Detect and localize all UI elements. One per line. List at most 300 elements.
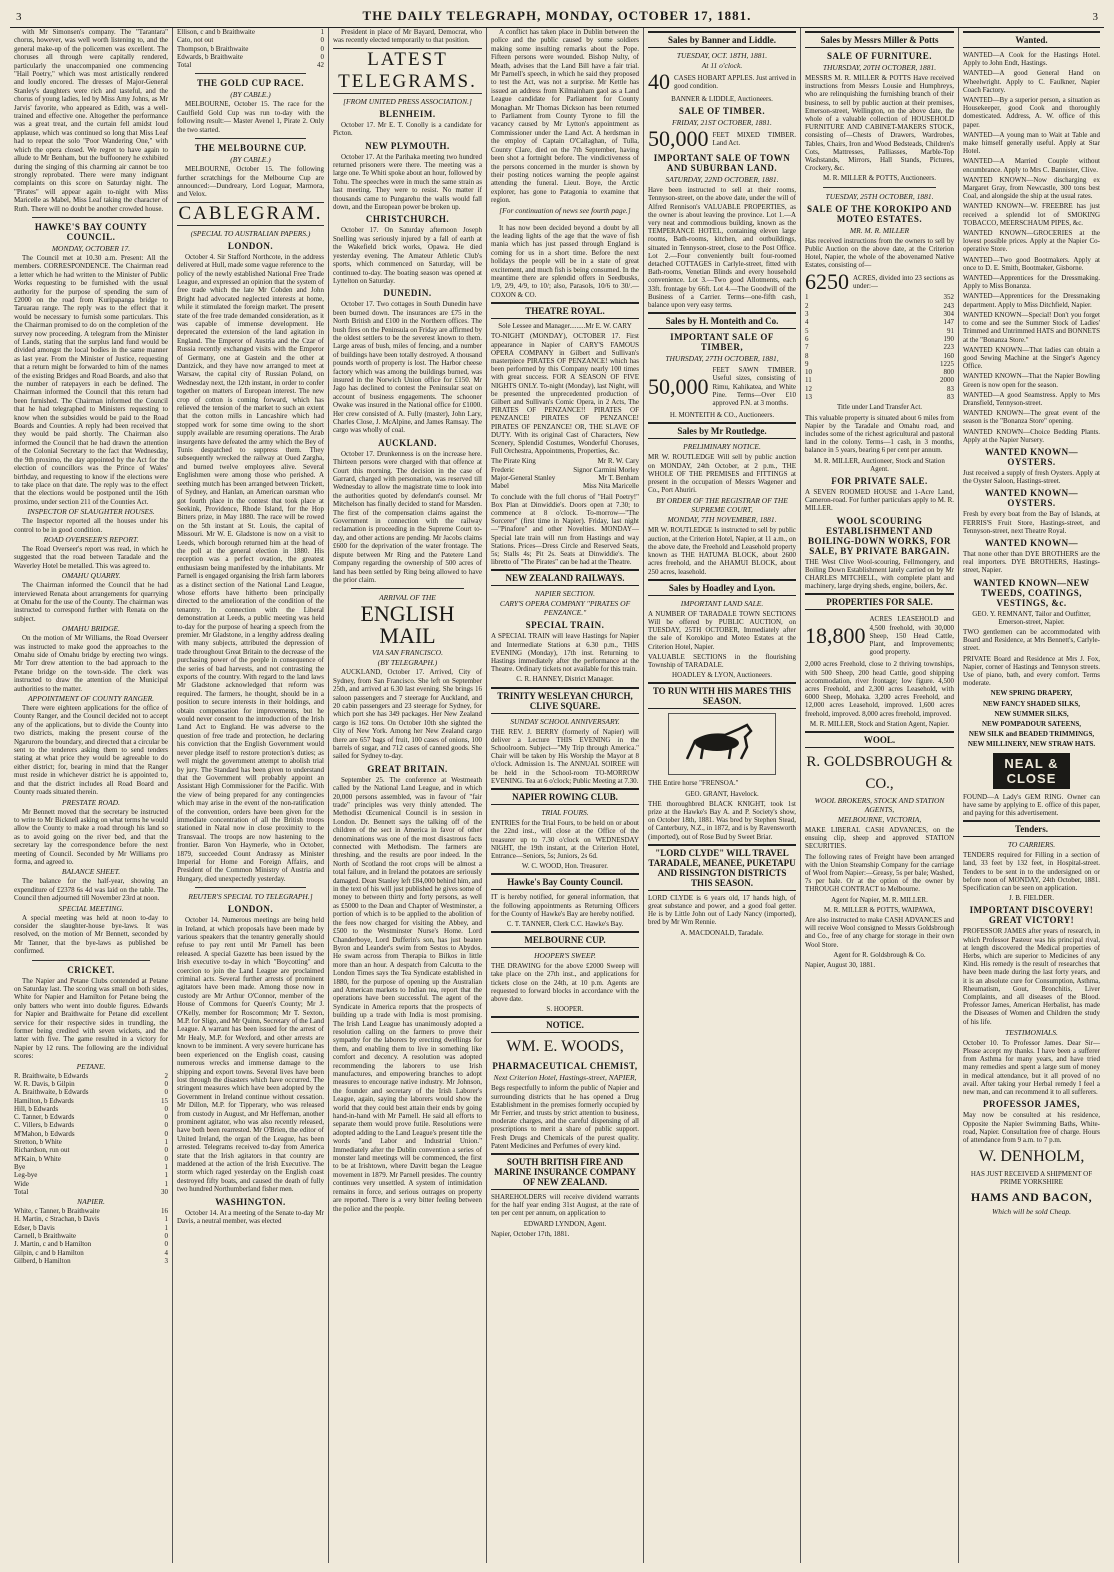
score-row [805, 318, 954, 326]
wanted-list [963, 51, 1100, 444]
petane-scores [14, 1072, 168, 1196]
railways-sub: NAPIER SECTION. [535, 589, 595, 599]
banner-liddle-sign: BANNER & LIDDLE, Auctioneers. [671, 95, 773, 103]
telegram-place: DUNEDIN. [383, 288, 432, 299]
routledge-heading: Sales by Mr Routledge. [648, 422, 796, 439]
goldsbrough-agent-2: Agent for R. Goldsbrough & Co. [833, 950, 926, 959]
score-name: 4 [805, 318, 809, 327]
score-value: 0 [164, 1232, 168, 1240]
goldsbrough-address: MELBOURNE, VICTORIA, [837, 815, 922, 824]
ireland-news: A conflict has taken place in Dublin between the police and the public caused by some soldiers making some insulting remarks about the Pope. Fifteen persons were wounded. Bishop Nulty, of Meath, advises that the Land Bill have a fair trial. Mr Parnell's speech, in which he said they proposed to test the Act, was not a surprise. Mr Kettle has issued an address from Kilmainham gaol as a Land League candidate for Parliament for County Monaghan. Mr Thomas Dickson has been returned to Parliament from County Tyrone to fill the vacancy caused by Mr Lytton's appointment as Commissioner under the Land Act. A herdsman in the employ of Captain O'Callaghan, of Tulla, County Clare, died on the 7th September, having been shot a fortnight before. The vindictiveness of the persons concerned in the murder is shown by their posting notices warning the people against attending the funeral. Lieut. Boye, the Arctic explorer, has gone to Patagonia to examine that region. [491, 28, 639, 205]
score-row [177, 53, 324, 61]
great-britain-heading: GREAT BRITAIN. [367, 763, 448, 774]
column-3 [329, 28, 487, 1563]
monteith-sign: H. MONTEITH & CO., Auctioneers. [669, 411, 775, 420]
professor-heading: PROFESSOR JAMES, [982, 1099, 1080, 1110]
wanted-ad: WANTED—A Married Couple without encumbrance. Apply to Mrs C. Bannister, Clive. [963, 157, 1100, 174]
score-name: C. Tanner, b Edwards [14, 1113, 75, 1122]
drapery-line: NEW SPRING DRAPERY, [990, 689, 1073, 698]
section-heading: APPOINTMENT OF COUNTY RANGER. [27, 694, 155, 704]
sweep-sub: HOOPER'S SWEEP. [534, 951, 596, 961]
score-row [14, 1146, 168, 1154]
melbourne-cup-heading: THE MELBOURNE CUP. [194, 143, 307, 154]
score-name: 12 [805, 384, 812, 393]
woods-title: PHARMACEUTICAL CHEMIST, [492, 1061, 638, 1072]
score-value: 1 [320, 28, 324, 36]
score-name: 13 [805, 393, 812, 402]
sweep-sign: S. HOOPER. [546, 1005, 584, 1014]
section-paragraph: The Inspector reported all the houses under his control to be in good condition. [14, 517, 168, 534]
washington-text: October 14. At a meeting of the Senate to-day Mr Davis, a neutral member, was elected [177, 1208, 324, 1226]
score-name: J. Martin, c and b Hamilton [14, 1240, 92, 1249]
score-value: 2 [164, 1071, 168, 1080]
score-row [14, 1138, 168, 1146]
tenders-sub: TO CARRIERS. [1007, 840, 1056, 850]
theatre-lessee: Sole Lessee and Manager.........Mr E. W. CARY [498, 322, 632, 331]
timber-date: FRIDAY, 21ST OCTOBER, 1881. [672, 118, 772, 128]
special-train-heading: SPECIAL TRAIN. [525, 620, 605, 631]
score-value: 0 [320, 36, 324, 45]
mail-byline: (BY TELEGRAPH.) [377, 658, 438, 668]
score-name: The Pirate King [491, 457, 536, 466]
land-sale-text: Have been instructed to sell at their rooms, Tennyson-street, on the above date, under the will of Alfred Rennison's VALUABLE PROPERTIES, as the owner is about leaving the province. Lot 1.—A very neat and commodious building, known as the TEMPERANCE HOTEL, containing eleven large rooms, Bath-rooms, kitchen, and outbuildings, situated in Tennyson-street, close to the Post Office. Lot 2.—Four conveniently built four-roomed detached COTTAGES in Carlyle-street, fitted with Bath-rooms, Venetian Blinds and every household convenience. Lot 3.—Two good Allotments, each 33ft. frontage by 66ft. Lot 4.—The Goodwill of the Business of a Carrier. Terms—one-fifth cash, balance upon very easy terms. [648, 186, 796, 310]
goldsbrough-text-3: Are also instructed to make CASH ADVANCES and will receive Wool consigned to Messrs Goldsbrough and Co., free of any charge for storage in their own Wool Store. [805, 916, 954, 949]
score-value: 0 [320, 44, 324, 53]
railways-opera: CARY'S OPERA COMPANY "PIRATES OF PENZANCE." [499, 599, 631, 618]
score-name: Richardson, run out [14, 1146, 70, 1155]
score-name: 8 [805, 351, 809, 360]
routledge-order: BY ORDER OF THE REGISTRAR OF THE SUPREME COURT, [656, 496, 788, 515]
score-row [491, 466, 639, 474]
score-value: 0 [164, 1129, 168, 1138]
score-row [14, 1257, 168, 1265]
score-row [14, 1232, 168, 1240]
score-value: 147 [943, 318, 954, 327]
new-tweeds: WANTED KNOWN—NEW TWEEDS, COATINGS, VESTINGS, &c. [973, 577, 1090, 608]
furniture-sign: M. R. MILLER & POTTS, Auctioneers. [823, 174, 936, 183]
wanted-ad: WANTED—Two good Bootmakers. Apply at once to D. E. Smith, Bootmaker, Gisborne. [963, 255, 1100, 272]
wanted-ad: WANTED KNOWN—Special! Don't you forget to come and see the Summer Stock of Ladies' Trimmed and Untrimmed HATS and BONNETS at the "Bonanza Store." [963, 310, 1100, 344]
divider [195, 138, 306, 139]
score-value: 1 [164, 1179, 168, 1188]
goldsbrough-sub: WOOL BROKERS, STOCK AND STATION AGENTS, [814, 796, 945, 814]
cablegram-heading: CABLEGRAM. [178, 202, 323, 224]
cricket-heading: CRICKET. [67, 964, 115, 975]
napier-scores [14, 1207, 168, 1265]
gentlemen-ad: TWO gentlemen can be accommodated with Board and Residence, at Mrs Bennett's, Carlyle-street. [963, 627, 1100, 653]
quantity-50000: 50,000 [648, 126, 709, 152]
wanted-ad: WANTED KNOWN—That the Napier Bowling Green is now open for the season. [963, 372, 1100, 389]
council-sections [14, 507, 168, 955]
score-name: H. Martin, c Strachan, b Davis [14, 1215, 100, 1224]
melbourne-cup-byline: (BY CABLE.) [230, 155, 271, 165]
land-sale-date: SATURDAY, 22ND OCTOBER, 1881. [665, 175, 779, 185]
score-name: Gilpin, c and b Hamilton [14, 1248, 84, 1257]
opera-review: with Mr Simonsen's company. The "Tarantara" chorus, however, was well worth listening to, and the general make-up of the policemen was excellent. The choruses all through were capitally rendered, particularly the unaccompanied one commencing "Hail Poetry," which was most artistically rendered and loudly encored. The dresses of Major-General Stanley's daughters were rich and tasteful, and the chorus of young ladies, led by Miss Amy Johns, as Mr Jarvis' favorite, who appeared as Edith, was a well-trained and effective one. Altogether the performance was a great treat, and the curtain fell amidst loud applause, which was continued so long that Miss Leaf had to repeat the solo "Poor Wandering One," with which the opera closed. We regret to have again to allude to Mr Benham, but the buffoonery he exhibited during the singing of this charming air cannot be too strongly reprobated. There were many indignant complaints on this score on Saturday night. The "Pirates" will appear again to-night with Miss Maricelle as Mabel, Miss Leaf taking the character of Ruth. There will no doubt be another crowded house. [14, 28, 168, 213]
score-row [805, 360, 954, 368]
trinity-heading: TRINITY WESLEYAN CHURCH, CLIVE SQUARE. [491, 687, 639, 714]
telegram-place: NEW PLYMOUTH. [365, 140, 450, 151]
testimonials-heading: TESTIMONIALS. [1005, 1027, 1058, 1037]
hoadley-heading: Sales by Hoadley and Lyon. [648, 579, 796, 596]
properties-sign: M. R. MILLER, Stock and Station Agent, Napier. [809, 719, 950, 728]
drapery-line: NEW POMPADOUR SATEENS, [982, 720, 1081, 728]
woods-name: WM. E. WOODS, [506, 1038, 624, 1056]
tenders-sign: J. B. FIELDER. [1009, 894, 1054, 903]
telegram-paragraph: October 17. At the Parihaka meeting two hundred returned prisoners were there. The meeting was a large one. Te Whiti spoke about an hour, followed by Tohu. The speeches were in much the same strain as last meeting. They were to resist. No matter if thousands came to Pungarehu the walls would fall down, and the European power be broken up. [333, 152, 482, 212]
rowing-heading: NAPIER ROWING CLUB. [491, 788, 639, 805]
timber-text: FEET MIXED TIMBER. Land Act. [712, 131, 796, 148]
score-name: Stretton, b White [14, 1138, 62, 1147]
miller-potts-heading: Sales by Messrs Miller & Potts [805, 31, 954, 48]
testimonial-text: October 10. To Professor James. Dear Sir—Please accept my thanks. I have been a sufferer from Asthma for many years, and have tried many remedies and spent a large sum of money in medical attendance, but it all proved of no avail. After taking your Herbal remedy I feel a new man, and can recommend it to all sufferers. [963, 1038, 1100, 1097]
washington-cont: President in place of Mr Bayard, Democrat, who was recently elected temporarily to that position. [333, 28, 482, 45]
wanted-ad: WANTED KNOWN—Choice Bedding Plants. Apply at the Napier Nursery. [963, 427, 1100, 444]
score-name: Cato, not out [177, 36, 214, 45]
score-row [14, 1113, 168, 1121]
divider [509, 219, 621, 220]
telegram-body [333, 121, 482, 138]
score-name: 10 [805, 368, 812, 377]
wanted-ad: WANTED—A good General Hand on Wheelwright. Apply to C. Faulkner, Napier Coach Factory. [963, 69, 1100, 94]
score-value: 91 [947, 326, 954, 335]
napier-scores-cont [177, 28, 324, 69]
section-text [14, 634, 168, 693]
banner-liddle-heading: Sales by Banner and Liddle. [648, 31, 796, 48]
column-4 [487, 28, 644, 1563]
score-row [805, 302, 954, 310]
column-2 [173, 28, 329, 1563]
clyde-heading: "LORD CLYDE" WILL TRAVEL TARADALE, MEANEE, PUKETAPU AND RISSINGTON DISTRICTS THIS SEASON. [648, 844, 796, 891]
score-name: Total [14, 1187, 29, 1196]
monteith-heading: Sales by H. Monteith and Co. [648, 312, 796, 329]
score-row [805, 393, 954, 401]
score-row [14, 1171, 168, 1179]
clyde-sign: A. MACDONALD, Taradale. [680, 928, 764, 937]
insurance-foot: Napier, October 17th, 1881. [491, 1229, 570, 1238]
score-name: Bye [14, 1162, 26, 1171]
london-heading: LONDON. [227, 240, 274, 251]
section-text [14, 877, 168, 902]
lot-table [805, 293, 954, 401]
run-sign: GEO. GRANT, Havelock. [685, 789, 759, 798]
wool-heading: WOOL. [805, 731, 954, 748]
section-paragraph: The Road Overseer's report was read, in which he suggested that the road between Taradale and the Waverley Hotel be metalled. This was agreed to. [14, 544, 168, 570]
section-text [14, 914, 168, 956]
tuesday-sale-date: TUESDAY, OCT. 18TH, 1881. [676, 51, 768, 60]
section-paragraph: The balance for the half-year, showing an expenditure of £2378 6s 4d was laid on the table. The Council then adjourned till November 23rd at noon. [14, 877, 168, 903]
monteith-quantity: 50,000 [648, 373, 709, 399]
score-value: 352 [943, 293, 954, 302]
score-row [805, 368, 954, 376]
section-text [14, 581, 168, 623]
cast-list [491, 457, 639, 490]
denholm-text: HAS JUST RECEIVED A SHIPMENT OF PRIME YORKSHIRE [970, 1170, 1093, 1187]
drapery-line: NEW FANCY SHADED SILKS, [982, 699, 1081, 708]
score-name: White, c Tanner, b Braithwaite [14, 1207, 100, 1216]
section-text [14, 808, 168, 867]
score-name: A. Braithwaite, b Edwards [14, 1088, 89, 1097]
rowing-sign: W. C. WOOD, Hon. Treasurer. [521, 862, 609, 871]
oysters-text: Just received a supply of fresh Oysters. Apply at the Oyster Saloon, Hastings-street. [963, 468, 1100, 486]
hoadley-valuable: VALUABLE SECTIONS in the flourishing Township of TARADALE. [648, 652, 796, 669]
sweep-text: THE DRAWING for the above £2000 Sweep will take place on the 27th inst., and applications for tickets close on the 24th, at 10 p.m. Agents are requested to forward blocks in accordance with the above date. [491, 962, 639, 1003]
hoadley-sign: HOADLEY & LYON, Auctioneers. [672, 671, 772, 680]
score-row [14, 1105, 168, 1113]
divider [351, 588, 464, 589]
score-value: 30 [161, 1187, 168, 1196]
wanted-b-text: That none other than DYE BROTHERS are the real importers. DYE BROTHERS, Hastings-street, Napier. [963, 549, 1100, 575]
theatre-text: TO-NIGHT (MONDAY), OCTOBER 17. First appearance in Napier of CARY'S FAMOUS OPERA COMPANY in Gilbert and Sullivan's masterpiece PIRATES OF PENZANCE! which has been performed by this Company nearly 100 times with great success. FOR A SEASON OF FIVE NIGHTS ONLY. To-night (Monday), last Night, will be presented the unprecedented production of Gilbert and Sullivan's Comic Opera, in 2 Acts, The PIRATES OF PENZANCE!! PIRATES OF PENZANCE! PIRATES OF PENZANCE! PIRATES OF PENZANCE! OR, THE SLAVE OF DUTY. With its original Cast of Characters, New Scenery, Splendid Costumes, Wonderful Choruses, Full Orchestra, Appointments, Properties, &c. [491, 332, 639, 456]
routledge-sub: PRELIMINARY NOTICE. [683, 442, 761, 452]
korokipo-date: TUESDAY, 25TH OCTOBER, 1881. [825, 191, 934, 201]
score-name: Hill, b Edwards [14, 1104, 59, 1113]
routledge-text: MR W. ROUTLEDGE Will sell by public auction on MONDAY, 24th October, at 2 p.m., THE WHOLE OF THE PREMISES and FITTINGS at present in the occupation of Messrs Wagener and Co., Port Ahuriri. [648, 453, 796, 495]
score-row [177, 45, 324, 53]
score-name: R. Braithwaite, b Edwards [14, 1071, 89, 1080]
monteith-sale: IMPORTANT SALE OF TIMBER, [670, 332, 774, 353]
hams-sub: Which will be sold Cheap. [992, 1206, 1071, 1216]
section-heading: INSPECTOR OF SLAUGHTER HOUSES. [27, 507, 155, 517]
telegram-body [333, 226, 482, 285]
score-name: M'Mahon, b Edwards [14, 1129, 75, 1138]
wool-scouring-text: THE West Clive Wool-scouring, Fellmongery, and Boiling Down Establishment lately carried on by Mr CHARLES MITCHELL, with complete plant and machinery, large drying sheds, engine, boilers, &c. [805, 557, 954, 591]
score-name: Edser, b Davis [14, 1223, 55, 1232]
score-name: Ellison, c and b Braithwaite [177, 28, 255, 36]
cablegram-sub: (SPECIAL TO AUSTRALIAN PAPERS.) [190, 228, 311, 238]
tenders-text: TENDERS required for Filling in a section of land, 33 feet by 132 feet, in Hospital-street. Tenders to be sent in to the undersigned on or before noon of MONDAY, 24th October, 1881. Specification can be seen on application. [963, 851, 1100, 893]
council-date: MONDAY, OCTOBER 17. [51, 243, 131, 253]
score-name: W. R. Davis, b Gilpin [14, 1079, 75, 1088]
divider [32, 217, 150, 218]
telegram-body [333, 153, 482, 212]
cricket-text: The Napier and Petane Clubs contended at Petane on Saturday last. The scoring was small on both sides, White for Napier and Hamilton for Petane being the only batters who went into double figures. Edwards for Napier and Braithwaite for Petane did excellent service for their respective sides in trundling, the former being credited with seven wickets, and the latter with five. The game resulted in a victory for Napier by 12 runs. The following are the individual scores: [14, 976, 168, 1061]
score-name: 7 [805, 343, 809, 352]
timber-heading: SALE OF TIMBER. [678, 106, 766, 117]
furniture-heading: SALE OF FURNITURE. [827, 51, 932, 61]
score-row [14, 1130, 168, 1138]
score-value: 16 [161, 1207, 168, 1216]
page-number: 3 [16, 11, 22, 23]
notice-heading: NOTICE. [491, 1016, 639, 1033]
hoadley-sub: IMPORTANT LAND SALE. [680, 598, 764, 608]
score-row [491, 474, 639, 482]
latest-telegrams-sub: [FROM UNITED PRESS ASSOCIATION.] [343, 96, 472, 106]
score-value: Signor Carmini Morley [573, 465, 639, 474]
telegram-place: CHRISTCHURCH. [365, 214, 450, 225]
furniture-date: THURSDAY, 20TH OCTOBER, 1881. [822, 63, 937, 72]
score-value: 0 [164, 1079, 168, 1088]
council-text: The Council met at 10.30 a.m. Present: All the members. CORRESPONDENCE. The Chairman read a letter which he had written to the Minister of Public Works requesting to be furnished with the usual authority for the purpose of spending the sum of £2000 on the road from Kuripapanga bridge to Taruarau range. The reply was to the effect that it would be necessary to furnish some particulars. This the Chairman promised to do on the completion of the survey now proceeding. A telegram from the Minister of Lands, stating that the surplus land fund would be divided amongst the local bodies in the same manner as last year. From the Minister of Justice, requesting that a return might be forwarded to him of the names of the existing Bridges and Road Boards, and also that the number of ratepayers in each be defined. The Chairman informed the Council that this return had been furnished. The Chairman informed the Council that he had telegraphed to Ministers requesting to know when the subsidies would be paid to the Road Boards and Counties. A reply had been received that they would be paid shortly. The Chairman also informed the Council that he had drawn the attention of the Colonial Secretary to the fact that Wednesday, the 9th proximo, the day appointed by the Act for the election of councillors was the Prince of Wales' birthday, and requesting to know if the elections were to take place on that date. The reply was to the effect that the elections would be postponed until the 16th proximo, under section 211 of the Counties Act. [14, 253, 168, 506]
insurance-text: SHAREHOLDERS will receive dividend warrants for the half year ending 31st August, at the rate of ten per cent per annum, on application to [491, 1192, 639, 1218]
score-name: Edwards, b Braithwaite [177, 52, 243, 61]
score-row [177, 61, 324, 69]
telegram-body [333, 450, 482, 585]
score-value: 1 [164, 1138, 168, 1147]
score-name: Carnell, b Braithwaite [14, 1232, 77, 1240]
hbcc-heading: Hawke's Bay County Council. [491, 873, 639, 890]
mail-sub: VIA SAN FRANCISCO. [372, 648, 443, 658]
new-tweeds-sign: GEO. Y. REMNANT, Tailor and Outfitter, Emerson-street, Napier. [972, 609, 1091, 626]
column-6 [801, 28, 959, 1563]
divider [32, 960, 150, 961]
railways-heading: NEW ZEALAND RAILWAYS. [491, 569, 639, 586]
korokipo-note: Title under Land Transfer Act. [836, 403, 923, 412]
wanted-ad: WANTED—A Cook for the Hastings Hotel. Apply to John Endt, Hastings. [963, 51, 1100, 68]
telegram-paragraph: October 17. On Saturday afternoon Joseph Snelling was seriously injured by a fall of earth at the Wakefield brick works, Opawa. He died yesterday evening. The Amateur Athletic Club's sports, which commenced on Saturday, will be continued to-day. The boating season was opened at Lyttelton on Saturday. [333, 226, 482, 285]
score-row [14, 1180, 168, 1188]
rowing-sub: TRIAL FOURS. [541, 808, 589, 818]
goldsbrough-sign: M. R. MILLER & POTTS, WAIPAWA, [823, 905, 936, 914]
telegram-paragraph: October 17. Drunkenness is on the increase here. Thirteen persons were charged with that offence at Court this morning. The decision in the case of Garrard, charged with personation, was reserved till Wednesday to allow the magistrate time to look into the authorities quoted by defendant's counsel. Mr Mitchelson has finally decided to stand for Marsden. The first of the compensation claims against the Government in connection with the railway reclamation is proceeding in the Supreme Court to-day, and other actions are pending. Mr Jacobs claims £600 for the deprivation of the water frontage. The dispute between Mr Ring and the Patetere Land Company regarding the ownership of 500 acres of land has been settled by Ring being allowed to have the prior claim. [333, 449, 482, 584]
gold-cup-byline: (BY CABLE.) [230, 90, 271, 100]
score-name: 9 [805, 359, 809, 368]
score-value: 0 [164, 1113, 168, 1122]
clyde-text: LORD CLYDE is 6 years old, 17 hands high, of great substance and power, and a good foal getter. He is by Little John out of Lady Nancy (imported), bred by Mr Wm Rennie. [648, 893, 796, 927]
score-value: 83 [947, 384, 954, 393]
continuation-note: [For continuation of news see fourth page.] [499, 205, 631, 215]
horse-text: THE thoroughbred BLACK KNIGHT, took 1st prize at the Hawke's Bay A. and P. Society's show, on October 18th, 1881. Was bred by Stephen Stead, of Canterbury, N.Z., in 1872, and is by Ravensworth (imported), out of Rose Bud by Sweet Briar. [648, 799, 796, 841]
gold-cup-heading: THE GOLD CUP RACE. [196, 78, 304, 89]
score-name: Total [177, 61, 192, 70]
neal-close-logo: NEAL & CLOSE [993, 753, 1070, 789]
score-row [177, 36, 324, 44]
score-value: 0 [164, 1240, 168, 1249]
section-text [14, 704, 168, 796]
wool-scouring-heading: WOOL SCOURING ESTABLISHMENT AND BOILING-DOWN WORKS, FOR SALE, BY PRIVATE BARGAIN. [807, 515, 952, 556]
score-value: 1 [164, 1171, 168, 1180]
woods-text: Begs respectfully to inform the public of Napier and surrounding districts that he has opened a Drug Establishment in the premises formerly occupied by Mr Ferrier, and trusts by strict attention to business, moderate charges, and the careful dispensing of all prescriptions to merit a share of public support. Fresh Drugs and Chemicals of the purest quality. Patent Medicines and Perfumes of every kind. [491, 1084, 639, 1150]
latest-telegrams-heading: LATEST TELEGRAMS. [333, 48, 482, 94]
telegram-place: AUCKLAND. [378, 437, 437, 448]
goldsbrough-text: MAKE LIBERAL CASH ADVANCES, on the ensuing clip, sheep and approved STATION SECURITIES. [805, 826, 954, 851]
melbourne-cup-sweep-heading: MELBOURNE CUP. [491, 931, 639, 948]
cablegram-text: October 4. Sir Stafford Northcote, in the address delivered at Hull, made some vague reference to the policy of the newly established National Free Trade League, and expressed an opinion that the system of free trade which the late Mr Cobden and John Bright had advocated neglected interests at home, while it stimulated the foreign market. The present state of the free trade demanded consideration, as it was capable of immense development. He deprecated the extension of the land agitation in England. The Emperor of Austria and the Czar of Russia recently exchanged visits with the Emperor of Germany, one at Gastein and the other at Dantzick, and they have now arranged to meet at Warsaw, the capital city of Russian Poland, on Wednesday next, the 12th instant, in order to confer together on matters of European interest. The new crop of cotton is coming forward, which has relieved the tension of the market to such an extent that the cotton mills in Lancashire which had stopped work for some time owing to the short supply available are resuming operations. The Arab insurgents have defeated the army which the Bey of Tunis despatched to suppress them. They subsequently wrecked the railway at Oued Zargha, and burned twelve employees alive. Several Englishmen were among those who perished. A seething mutch has been arranged between Trickett, of Sydney, and Hanlan, an American oarsman who got fourth place in the contest that took place at Seekink, Providence, Rhode Island, for the Hop Bitters prize, in May 1880. The race will be rowed on the 5th instant at St. Louis, the capital of Missouri. Mr W. E. Gladstone is now on a visit to Leeds, which borough returned him at the head of the poll at the general election in 1880. His reception was a perfect ovation, the greatest enthusiasm being manifested by the inhabitants. Mr Parnell is engaged organising the Irish farm laborers as a distinct section of the National Land League, whose efforts have hitherto been principally directed to the amelioration of the condition of the tenantry. In connection with the Liberal demonstration at Leeds, a public meeting was held to-day for the purpose of hearing a speech from the premier. Mr Gladstone, in a lengthy address dealing with many subjects, attributed the depression of trade throughout Great Britain to the decrease of the purchasing power of the people in consequence of the series of bad harvests, and not contrasting the exports of the country. With regard to the land laws Mr Gladstone acknowledged that reform was required. The farmers, he thought, should be in a position to secure interests in their holdings, and obtain compensation for improvements, but he would never consent to the introduction of the Irish Land Act to England. He was adverse to the question of free trade and protection, he declaring his conviction that the English Government would never pledge itself to restore protection's duties; as well might the government attempt to abolish trial by jury. The Standard has been given to understand that the Government will probably appoint an Assistant High Commissioner for the Pacific. With the view of being prepared for any contingencies which may arise in the event of the non-ratification of the convention, orders have been given for the immediate concentration of all the British troops stationed in Natal now in close proximity to the Transvaal. The troops are now hastening to the frontier. Baron Von Haymerle, who in October, 1879, succeeded Count Andrassy as Minister Imperial for Home and Foreign Affairs, and President of the Common Ministry of Austria and Hungary, died unexpectedly yesterday. [177, 252, 324, 883]
hoadley-text: A NUMBER OF TARADALE TOWN SECTIONS Will be offered by PUBLIC AUCTION, on TUESDAY, 25TH OCTOBER, Immediately after the sale of Korokipo and Moteo Estates at the Criterion Hotel, Napier. [648, 609, 796, 651]
great-britain-text: September 25. The conference at Westmeath called by the National Land League, and in which 20,000 persons assembled, was in favour of "fair trade" principles was very thinly attended. The Methodist Œcumenical Council is in session in London. Dr. Bennett says the talking off of the children of the sect in America in favor of other denominations was one of the most disastrous facts connected with Methodism. The farmers are threshing, and the results are poor indeed. In the North of Scotland the root crops will be almost a total failure, and in Ireland the potatoes are seriously damaged. Dean Stanley left £84,000 behind him, and in the text of his will just published he gives some of money to between thirty and forty persons, as well as £5000 to the Dean and Chapter of Westminster, a portion of which is to be applied to the abolition of the fees now charged for visiting the Abbey, and £500 to the Westminster Nurse's Home. Lord Chanderboye, Lord Dufferin's son, has just beaten Byron and Leander's swim from Sestos to Abydos. He swam across from Therapia to Bilkos in little more than an hour. A despatch from Calcutta to the London Times says the Tea Syndicate established in 1880, for the purpose of opening up the Australian and American markets to Indian tea, report that the operations have been successful. The agent of the Syndicate in America reports that the prospects of building up a trade with India is most promising. The Irish Land League has unanimously adopted a resolution calling on the farmers to prove their sympathy for the laborers by erecting dwellings for them, and enabling them to live in something like comfort and decency. A resolution was adopted recommending the laborers to use Irish manufactures, and empowering branches to adopt measures to encourage native industry. Mr Johnson, the founder and secretary of the Irish Laborer's League, again, saying the laborers would show the world that they could best attain their ends by going hand-in-hand with Mr Parnell. He said all efforts to separate them would prove futile. Resolutions were adopted adding to the Land League's present title the words "and Labor and Industrial Union." Immediately after the Dublin convention a series of monster land meetings will be commenced, the first to be at Irishtown, where Davitt began the League movement in 1879. Mr Parnell presides. The country continues very unsettled. A system of intimidation remains in force, and serious outrages on property are reported. There is a very bitter feeling between the police and the people. [333, 775, 482, 1213]
korokipo-acres: 6250 [805, 269, 849, 295]
properties-heading: PROPERTIES FOR SALE. [805, 593, 954, 610]
apples-text: CASES HOBART APPLES. Just arrived in good condition. [674, 73, 796, 90]
railways-sign: C. R. HANNEY, District Manager. [516, 675, 614, 684]
section-heading: OMAHU QUARRY. [61, 571, 121, 581]
score-value: 2000 [940, 376, 954, 385]
english-mail-heading: ENGLISH MAIL [360, 601, 455, 649]
score-value: 0 [164, 1121, 168, 1130]
wanted-ad: WANTED—Apprentices for the Dressmaking department. Apply to Miss Ditchfield, Napier. [963, 292, 1100, 309]
score-row [805, 343, 954, 351]
score-name: C. Villers, b Edwards [14, 1121, 74, 1130]
discovery-heading: IMPORTANT DISCOVERY! GREAT VICTORY! [969, 905, 1094, 926]
score-row [491, 482, 639, 490]
horse-icon [677, 719, 767, 769]
denholm-name: W. DENHOLM, [978, 1148, 1085, 1166]
wanted-ad: WANTED KNOWN—W. FREEBRE has just received a splendid lot of SMOKING TOBACCO, MEERSCHAUM PIPES, &c. [963, 202, 1100, 227]
score-row [805, 335, 954, 343]
woods-address: Next Criterion Hotel, Hastings-street, NAPIER, [493, 1073, 637, 1083]
section-heading: OMAHU BRIDGE. [62, 624, 120, 634]
wanted-ad: WANTED—A young man to Wait at Table and make himself generally useful. Apply at Star Hotel. [963, 130, 1100, 156]
score-value: 223 [943, 343, 954, 352]
score-name: Major-General Stanley [491, 474, 556, 483]
score-row [805, 310, 954, 318]
properties-acres: 18,800 [805, 622, 866, 648]
wanted-ad: WANTED KNOWN—GROCERIES at the lowest possible prices. Apply at the Napier Co-operative Store. [963, 229, 1100, 254]
score-row [14, 1072, 168, 1080]
telegram-body [333, 300, 482, 435]
telegram-items [333, 109, 482, 585]
score-name: 3 [805, 310, 809, 319]
score-value: 0 [164, 1154, 168, 1163]
score-value: 15 [161, 1096, 168, 1105]
routledge-date: MONDAY, 7TH NOVEMBER, 1881. [667, 515, 777, 525]
railways-text: A SPECIAL TRAIN will leave Hastings for Napier and Intermediate Stations at 6.30 p.m., THIS EVENING (Monday), 17th inst. Returning to Hastings immediately after the performance at the Theatre. Ordinary tickets not available for this train. [491, 632, 639, 674]
score-value: 1 [164, 1162, 168, 1171]
score-name: 2 [805, 301, 809, 310]
score-name: Wide [14, 1179, 29, 1188]
divider [823, 187, 936, 188]
score-value: 0 [164, 1088, 168, 1097]
private-sale-heading: FOR PRIVATE SALE. [831, 475, 928, 486]
korokipo-acres-text: ACRES, divided into 23 sections as under:— [853, 274, 954, 291]
score-row [14, 1163, 168, 1171]
section-paragraph: On the motion of Mr Williams, the Road Overseer was instructed to make good the approaches to the Omahu side of Omahu bridge by erecting two wings. Mr Torr drew attention to the bad approach to the Petane bridge on the town-side. The clerk was instructed to draw the attention of the Municipal authorities to the matter. [14, 634, 168, 693]
score-row [177, 28, 324, 36]
horse-illustration [668, 713, 776, 775]
wanted-ad: WANTED KNOWN—Now discharging ex Margaret Gray, from Newcastle, 300 tons best Coal, and alongside the ship at the usual rates. [963, 175, 1100, 201]
run-heading: TO RUN WITH HIS MARES THIS SEASON. [648, 682, 796, 709]
score-value: 0 [164, 1104, 168, 1113]
wanted-ad: WANTED KNOWN—That ladies can obtain a good Sewing Machine at the Singer's Agency Office. [963, 345, 1100, 371]
section-paragraph: Mr Bennett moved that the secretary be instructed to write to Mr Bicknell asking on what terms he would allow the County to make a road through his land so as to avoid going on the river bed, and that the secretary lay the correspondence before the next meeting of Council. Seconded by Mr Williams pro forma, and agreed to. [14, 807, 168, 866]
score-value: 0 [320, 52, 324, 61]
column-1 [10, 28, 173, 1563]
score-value: Mr R. W. Cary [597, 457, 639, 466]
score-value: 4 [164, 1248, 168, 1257]
column-5 [644, 28, 801, 1563]
score-value: Miss Nita Maricelle [583, 482, 639, 491]
london-heading-2: LONDON. [227, 904, 274, 915]
tenders-heading: Tenders. [963, 820, 1100, 837]
goldsbrough-name: R. GOLDSBROUGH & CO., [806, 754, 953, 792]
score-value: 3 [164, 1256, 168, 1265]
wanted-b-heading: WANTED KNOWN— [984, 537, 1079, 548]
routledge-text-2: MR W. ROUTLEDGE Is instructed to sell by public auction, at the Criterion Hotel, Napier, at 11 a.m., on the above date, the Freehold and Leasehold property known as THE HATUMA BLOCK, about 2600 acres freehold, and the AHAMUI BLOCK, about 250 acres, leasehold. [648, 526, 796, 576]
score-value: 160 [943, 351, 954, 360]
score-value: Mr T. Benham [598, 474, 639, 483]
goldsbrough-text-2: The following rates of Freight have been arranged with the Union Steamship Company for the carriage of Wool from Napier:—Greasy, 5s per bale; Washed, 7s per bale. Or at the option of the owner by THROUGH CONTRACT to Melbourne. [805, 852, 954, 894]
properties-more: 2,000 acres Freehold, close to 2 thriving townships, with 500 Sheep, 200 head Cattle, good shipping accommodation, river frontage; low figure. 4,500 acres Freehold, and 2,300 acres Leasehold, with 6000 Sheep, Mohaka. 3,200 acres Freehold, and 12,000 acres Leasehold, improved. 1,600 acres freehold, improved. 8,000 acres freehold, improved. [805, 660, 954, 718]
korokipo-sign: M. R. MILLER, Auctioneer, Stock and Station Agent. [814, 456, 945, 473]
wanted-heading: Wanted. [963, 31, 1100, 48]
melbourne-cup-text: MELBOURNE, October 15. The following further scratchings for the Melbourne Cup are announced:—Dundreary, Lord Loguar, Marmora, and Velox. [177, 165, 324, 199]
rowing-text: ENTRIES for the Trial Fours, to be held on or about the 22nd inst., will close at the Office of the treasurer up to 7.30 o'clock on WEDNESDAY NIGHT, the 19th instant, at the Criterion Hotel, Entrance—Seniors, 5s; Juniors, 2s 6d. [491, 819, 639, 860]
score-name: 5 [805, 326, 809, 335]
masthead [10, 6, 1104, 28]
section-text [14, 517, 168, 534]
score-row [805, 352, 954, 360]
score-value: 304 [943, 310, 954, 319]
score-row [805, 385, 954, 393]
monteith-date: THURSDAY, 27TH OCTOBER, 1881, [665, 354, 779, 364]
napier-heading: NAPIER. [77, 1197, 105, 1207]
korokipo-text: Has received instructions from the owners to sell by Public Auction on the above date, at the Criterion Hotel, Napier, the whole of the abovenamed Native Estates, consisting of— [805, 236, 954, 270]
section-heading: BALANCE SHEET. [61, 867, 121, 877]
score-name: 6 [805, 334, 809, 343]
section-paragraph: The Chairman informed the Council that he had interviewed Renata about arrangements for quarrying at Omahu for the use of the County. The chairman was instructed to correspond further with Renata on the subject. [14, 581, 168, 623]
score-name: Mabel [491, 482, 509, 491]
divider [195, 887, 306, 888]
